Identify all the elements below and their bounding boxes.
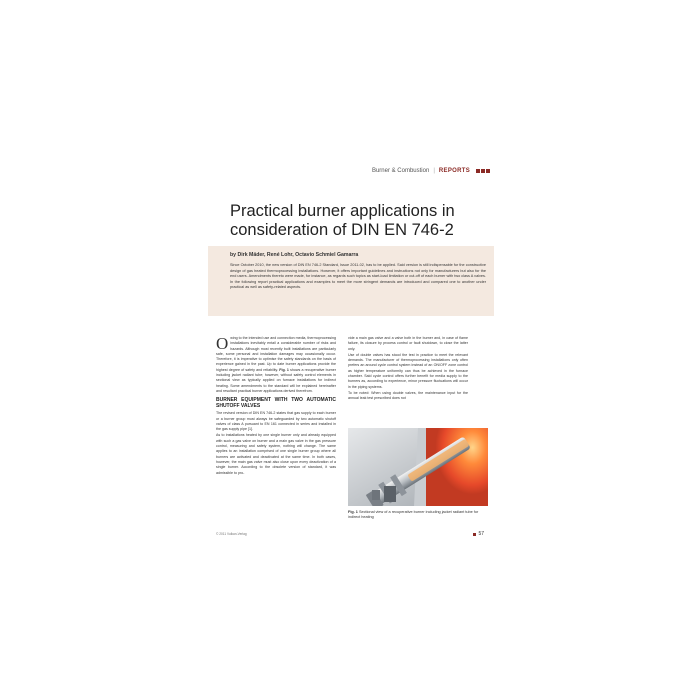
running-head-topic: Burner & Combustion — [371, 168, 430, 174]
paragraph-intro-text: wing to the intended use and connection media, thermoprocessing installations inevitably entail a considerable number of risks and hazards. Although most recently built installations are particularly safe, some personal and installation damages may occasionally occur. Therefore, it is imperative to optimise the safety standards on the basis of experience gained in the past. Up to date burner applications provide the highest degree of safety and reliability. — [216, 336, 336, 372]
article-abstract: Since October 2010, the new version of DIN EN 746-2 Standard, Issue 2011-02, has to be applied. Said version is still indispensable for the constructive design of gas heated thermoprocessing installations. However, it offers important guidelines and instructions not only for manufacturers but also for the end users. Amendments thereto were made, for instance, as regards such topics as start-load limitation or cut-off of each burner with two class A valves. In the following report practical applications and examples to meet the more stringent demands are introduced and compared one to another under practical as well as safety-related aspects. — [230, 263, 486, 290]
figure-caption-text: Sectional view of a recuperative burner including jacket radiant tube for indirect heating — [348, 510, 479, 520]
paragraph-double-valves: Use of double valves has stood the test in practice to meet the relevant demands. The manufacturer of thermoprocessing installations only often prefers an around cycle control system instead of an ON/OFF zone control as higher temperature uniformity can thus be achieved in the furnace chamber. Said cycle control offers further benefit for media supply to the burners as, according to experience, minor pressure fluctuations will occur in the piping systems. — [348, 352, 468, 389]
text-column-right — [348, 336, 468, 403]
footer-page — [473, 531, 484, 537]
running-head-section: REPORTS — [438, 168, 470, 174]
running-head-separator: | — [433, 168, 435, 174]
figure-caption — [348, 510, 488, 520]
journal-page — [208, 160, 494, 542]
paragraph-standard: The revised version of DIN EN 746-2 states that gas supply to each burner or a burner group must always be safeguarded by two automatic shutoff valves of class A pursuant to EN 161 connected in series and installed in the gas supply pipe [1]. — [216, 411, 336, 432]
figure-burner-image — [348, 428, 488, 506]
text-column-left — [216, 336, 336, 477]
burner-illustration — [348, 428, 488, 506]
intro-box — [208, 246, 494, 316]
paragraph-intro — [216, 336, 336, 394]
page-number: 57 — [478, 531, 484, 537]
paragraph-single-burner: As to installations heated by one single burner only and already equipped with such a gas valve on burner and a main gas valve in the gas pressure control, measuring and safety system, nothing will change. The same applies to an installation comprised of one single burner group where all burners are activated and deactivated at the same time. In both cases, however, the main gas valve must also close upon every deactivation of a single burner. According to the obsolete version of standard, it was admissible to pro- — [216, 433, 336, 475]
figure-caption-label: Fig. 1 — [348, 510, 358, 514]
article-authors: by Dirk Mäder, René Lohr, Octavio Schmiel Gamarra — [230, 252, 359, 258]
footer-publisher: © 2011 Vulkan-Verlag — [216, 532, 247, 536]
figure-reference: Fig. 1 — [279, 367, 289, 372]
page-marker-icon — [473, 533, 476, 536]
section-marker-icon — [476, 169, 490, 173]
paragraph-note: To be noted: When using double valves, the maintenance input for the annual leak test prescribed does not — [348, 390, 468, 401]
section-heading: BURNER EQUIPMENT WITH TWO AUTOMATIC SHUTOFF VALVES — [216, 397, 336, 410]
article-title: Practical burner applications in consideration of DIN EN 746-2 — [230, 202, 455, 239]
paragraph-main-valve: vide a main gas valve and a valve both in the burner and, in case of flame failure, its closure by process control or fault shutdown, to close the latter only. — [348, 336, 468, 351]
drop-cap: O — [216, 334, 229, 353]
paragraph-intro-cont: shows a recuperative burner including jacket radiant tube; however, without safety control elements in sectional view as typically applied on furnace installations for indirect heating. Some amendments to the standard will be explained hereinafter and resultant practical burner applications derived therefrom. — [216, 367, 336, 393]
running-head — [372, 168, 490, 174]
